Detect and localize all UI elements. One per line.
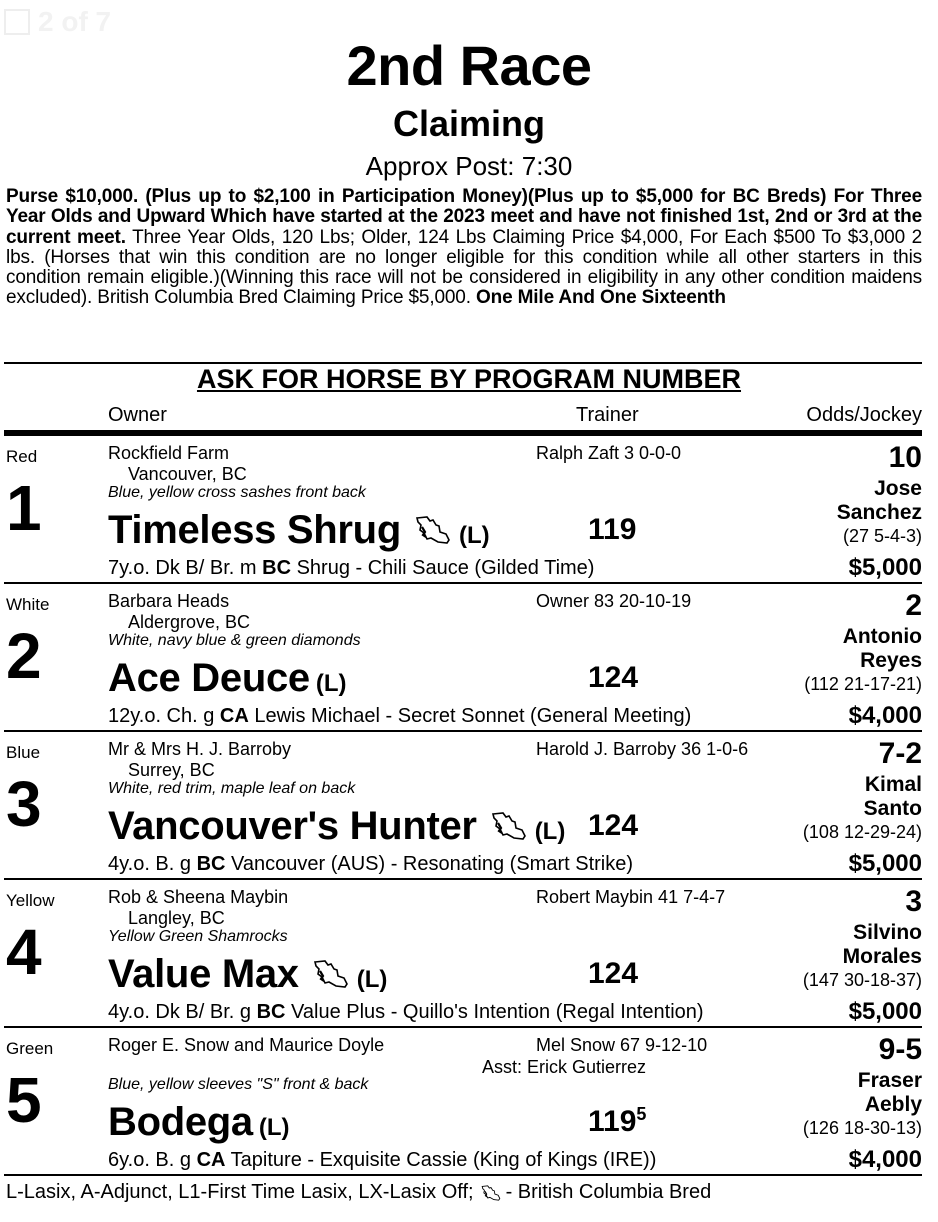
owner-location: Langley, BC — [128, 908, 225, 928]
jockey-first: Jose — [874, 477, 922, 500]
saddle-color: Red — [6, 447, 38, 466]
silks-description: Yellow Green Shamrocks — [108, 928, 288, 945]
medication: (L) — [315, 670, 347, 697]
pedigree-breeding: Lewis Michael - Secret Sonnet (General Meeting) — [248, 705, 692, 727]
page-indicator — [4, 6, 111, 38]
morning-line-odds: 7-2 — [878, 737, 922, 770]
post-time: Approx Post: 7:30 — [365, 151, 573, 181]
horse-line — [108, 1100, 290, 1144]
weight — [588, 512, 636, 547]
trainer: Robert Maybin 41 7-4-7 — [536, 887, 726, 907]
horse-name: Ace Deuce — [108, 656, 310, 700]
owner-name: Rob & Sheena Maybin — [108, 887, 289, 907]
pedigree-age-sex: 7y.o. Dk B/ Br. m — [108, 557, 263, 579]
saddle-color: Green — [6, 1039, 54, 1058]
owner-location: Aldergrove, BC — [128, 612, 251, 632]
bred-code: CA — [219, 705, 249, 727]
pedigree — [108, 705, 691, 728]
bred-code: BC — [256, 1001, 286, 1023]
horse-line — [108, 656, 347, 700]
horse-name: Bodega — [108, 1100, 253, 1144]
medication: (L) — [458, 522, 490, 549]
horse-name: Value Max — [108, 952, 299, 996]
race-distance: One Mile And One Sixteenth — [476, 287, 726, 309]
legend — [6, 1181, 711, 1204]
weight-value: 124 — [588, 957, 639, 990]
jockey-last: Reyes — [860, 649, 922, 672]
pedigree-age-sex: 4y.o. B. g — [108, 853, 197, 875]
trainer: Harold J. Barroby 36 1-0-6 — [536, 739, 749, 759]
entry-row — [0, 584, 938, 732]
trainer: Owner 83 20-10-19 — [536, 591, 692, 611]
weight-value: 124 — [588, 809, 639, 842]
claiming-price: $4,000 — [848, 702, 922, 729]
owner-name: Barbara Heads — [108, 591, 230, 611]
jockey-name — [858, 1069, 922, 1117]
morning-line-odds: 10 — [888, 441, 922, 474]
bc-map-icon — [413, 515, 453, 545]
assistant-trainer: Asst: Erick Gutierrez — [482, 1057, 647, 1077]
trainer: Ralph Zaft 3 0-0-0 — [536, 443, 682, 463]
weight — [588, 1104, 646, 1139]
pedigree — [108, 1149, 656, 1172]
horse-name: Timeless Shrug — [108, 508, 401, 552]
horse-name: Vancouver's Hunter — [108, 804, 477, 848]
bred-code: BC — [196, 853, 226, 875]
entry-row — [0, 1028, 938, 1176]
trainer: Mel Snow 67 9-12-10 — [536, 1035, 708, 1055]
program-number: 1 — [6, 472, 42, 544]
medication: (L) — [534, 818, 566, 845]
jockey-stats: (112 21-17-21) — [804, 674, 922, 694]
weight — [588, 956, 638, 991]
pedigree-age-sex: 6y.o. B. g — [108, 1149, 197, 1171]
bc-map-icon — [480, 1184, 502, 1202]
weight-value: 124 — [588, 661, 639, 694]
jockey-last: Sanchez — [836, 501, 922, 524]
horse-line — [108, 508, 490, 552]
entry-row — [0, 880, 938, 1028]
conditions-text: Three Year Olds, 120 Lbs; Older, 124 Lbs Claiming Price $4,000, For Each $500 To $3,000 2 lbs. (Horses that win this condition are no longer eligible for this condition while all other starters in this condition remain eligible.)(Winning this race will not be considered in eligibility in any other condition maidens excluded). British Columbia Bred Claiming Price $5,000. — [6, 226, 922, 309]
jockey-first: Antonio — [842, 625, 922, 648]
jockey-stats: (126 18-30-13) — [802, 1118, 922, 1138]
entry-row — [0, 436, 938, 584]
claiming-price: $5,000 — [848, 850, 922, 877]
owner-name: Rockfield Farm — [108, 443, 230, 463]
morning-line-odds: 2 — [905, 589, 922, 622]
bc-map-icon — [489, 811, 529, 841]
program-number: 5 — [6, 1064, 42, 1136]
saddle-color: White — [6, 595, 50, 614]
program-number: 3 — [6, 768, 42, 840]
silks-description: Blue, yellow cross sashes front back — [108, 484, 366, 501]
jockey-first: Fraser — [857, 1069, 922, 1092]
claiming-price: $5,000 — [848, 554, 922, 581]
claiming-price: $5,000 — [848, 998, 922, 1025]
owner-location: Surrey, BC — [128, 760, 215, 780]
weight-value: 119 — [588, 1105, 637, 1138]
silks-description: White, red trim, maple leaf on back — [108, 780, 356, 797]
legend-bc-text: - British Columbia Bred — [505, 1181, 712, 1203]
jockey-name — [843, 625, 922, 673]
column-owner: Owner — [108, 404, 167, 426]
jockey-stats: (147 30-18-37) — [802, 970, 922, 990]
pedigree-breeding: Tapiture - Exquisite Cassie (King of Kings (IRE)) — [225, 1149, 657, 1171]
program-banner: ASK FOR HORSE BY PROGRAM NUMBER — [196, 364, 742, 394]
horse-line — [108, 952, 387, 996]
pedigree-age-sex: 12y.o. Ch. g — [108, 705, 220, 727]
column-odds-jockey: Odds/Jockey — [806, 404, 922, 426]
jockey-name — [843, 921, 922, 969]
pedigree-breeding: Shrug - Chili Sauce (Gilded Time) — [291, 557, 595, 579]
claiming-price: $4,000 — [848, 1146, 922, 1173]
silks-description: Blue, yellow sleeves "S" front & back — [108, 1076, 369, 1093]
weight-value: 119 — [588, 513, 637, 546]
medication: (L) — [356, 966, 388, 993]
jockey-last: Aebly — [864, 1093, 922, 1116]
saddle-color: Yellow — [6, 891, 55, 910]
entry-row — [0, 732, 938, 880]
conditions-bold: Purse $10,000. (Plus up to $2,100 in Participation Money)(Plus up to $5,000 for BC Breds) For Three Year Olds and Upward Which have started at the 2023 meet and have not finished 1st, 2nd or 3rd at the current meet. — [6, 186, 922, 248]
jockey-name — [864, 773, 922, 821]
bred-code: BC — [262, 557, 292, 579]
weight — [588, 808, 638, 843]
morning-line-odds: 3 — [905, 885, 922, 918]
column-trainer: Trainer — [576, 404, 639, 426]
weight-allowance: 5 — [636, 1104, 647, 1124]
jockey-stats: (108 12-29-24) — [802, 822, 922, 842]
program-number: 2 — [6, 620, 42, 692]
bred-code: CA — [196, 1149, 226, 1171]
morning-line-odds: 9-5 — [878, 1033, 922, 1066]
jockey-first: Silvino — [853, 921, 922, 944]
jockey-stats: (27 5-4-3) — [842, 526, 922, 546]
race-type: Claiming — [392, 103, 545, 144]
page-indicator-text: 2 of 7 — [38, 6, 112, 37]
jockey-last: Morales — [842, 945, 922, 968]
bc-map-icon — [311, 959, 351, 989]
legend-text: L-Lasix, A-Adjunct, L1-First Time Lasix, LX-Lasix Off; — [6, 1181, 474, 1203]
jockey-name — [837, 477, 922, 525]
jockey-first: Kimal — [864, 773, 922, 796]
race-title: 2nd Race — [346, 34, 592, 97]
medication: (L) — [258, 1114, 290, 1141]
pedigree-age-sex: 4y.o. Dk B/ Br. g — [108, 1001, 257, 1023]
owner-location: Vancouver, BC — [128, 464, 247, 484]
pedigree — [108, 557, 594, 580]
jockey-last: Santo — [863, 797, 922, 820]
race-conditions — [6, 187, 922, 309]
pedigree-breeding: Vancouver (AUS) - Resonating (Smart Strike) — [225, 853, 634, 875]
horse-line — [108, 804, 565, 848]
entry-divider — [4, 1174, 922, 1176]
owner-name: Roger E. Snow and Maurice Doyle — [108, 1035, 385, 1055]
program-number: 4 — [6, 916, 42, 988]
silks-description: White, navy blue & green diamonds — [108, 632, 361, 649]
saddle-color: Blue — [6, 743, 41, 762]
pedigree — [108, 853, 633, 876]
checkbox-icon — [4, 9, 30, 35]
weight — [588, 660, 638, 695]
owner-name: Mr & Mrs H. J. Barroby — [108, 739, 292, 759]
pedigree-breeding: Value Plus - Quillo's Intention (Regal Intention) — [285, 1001, 704, 1023]
pedigree — [108, 1001, 704, 1024]
